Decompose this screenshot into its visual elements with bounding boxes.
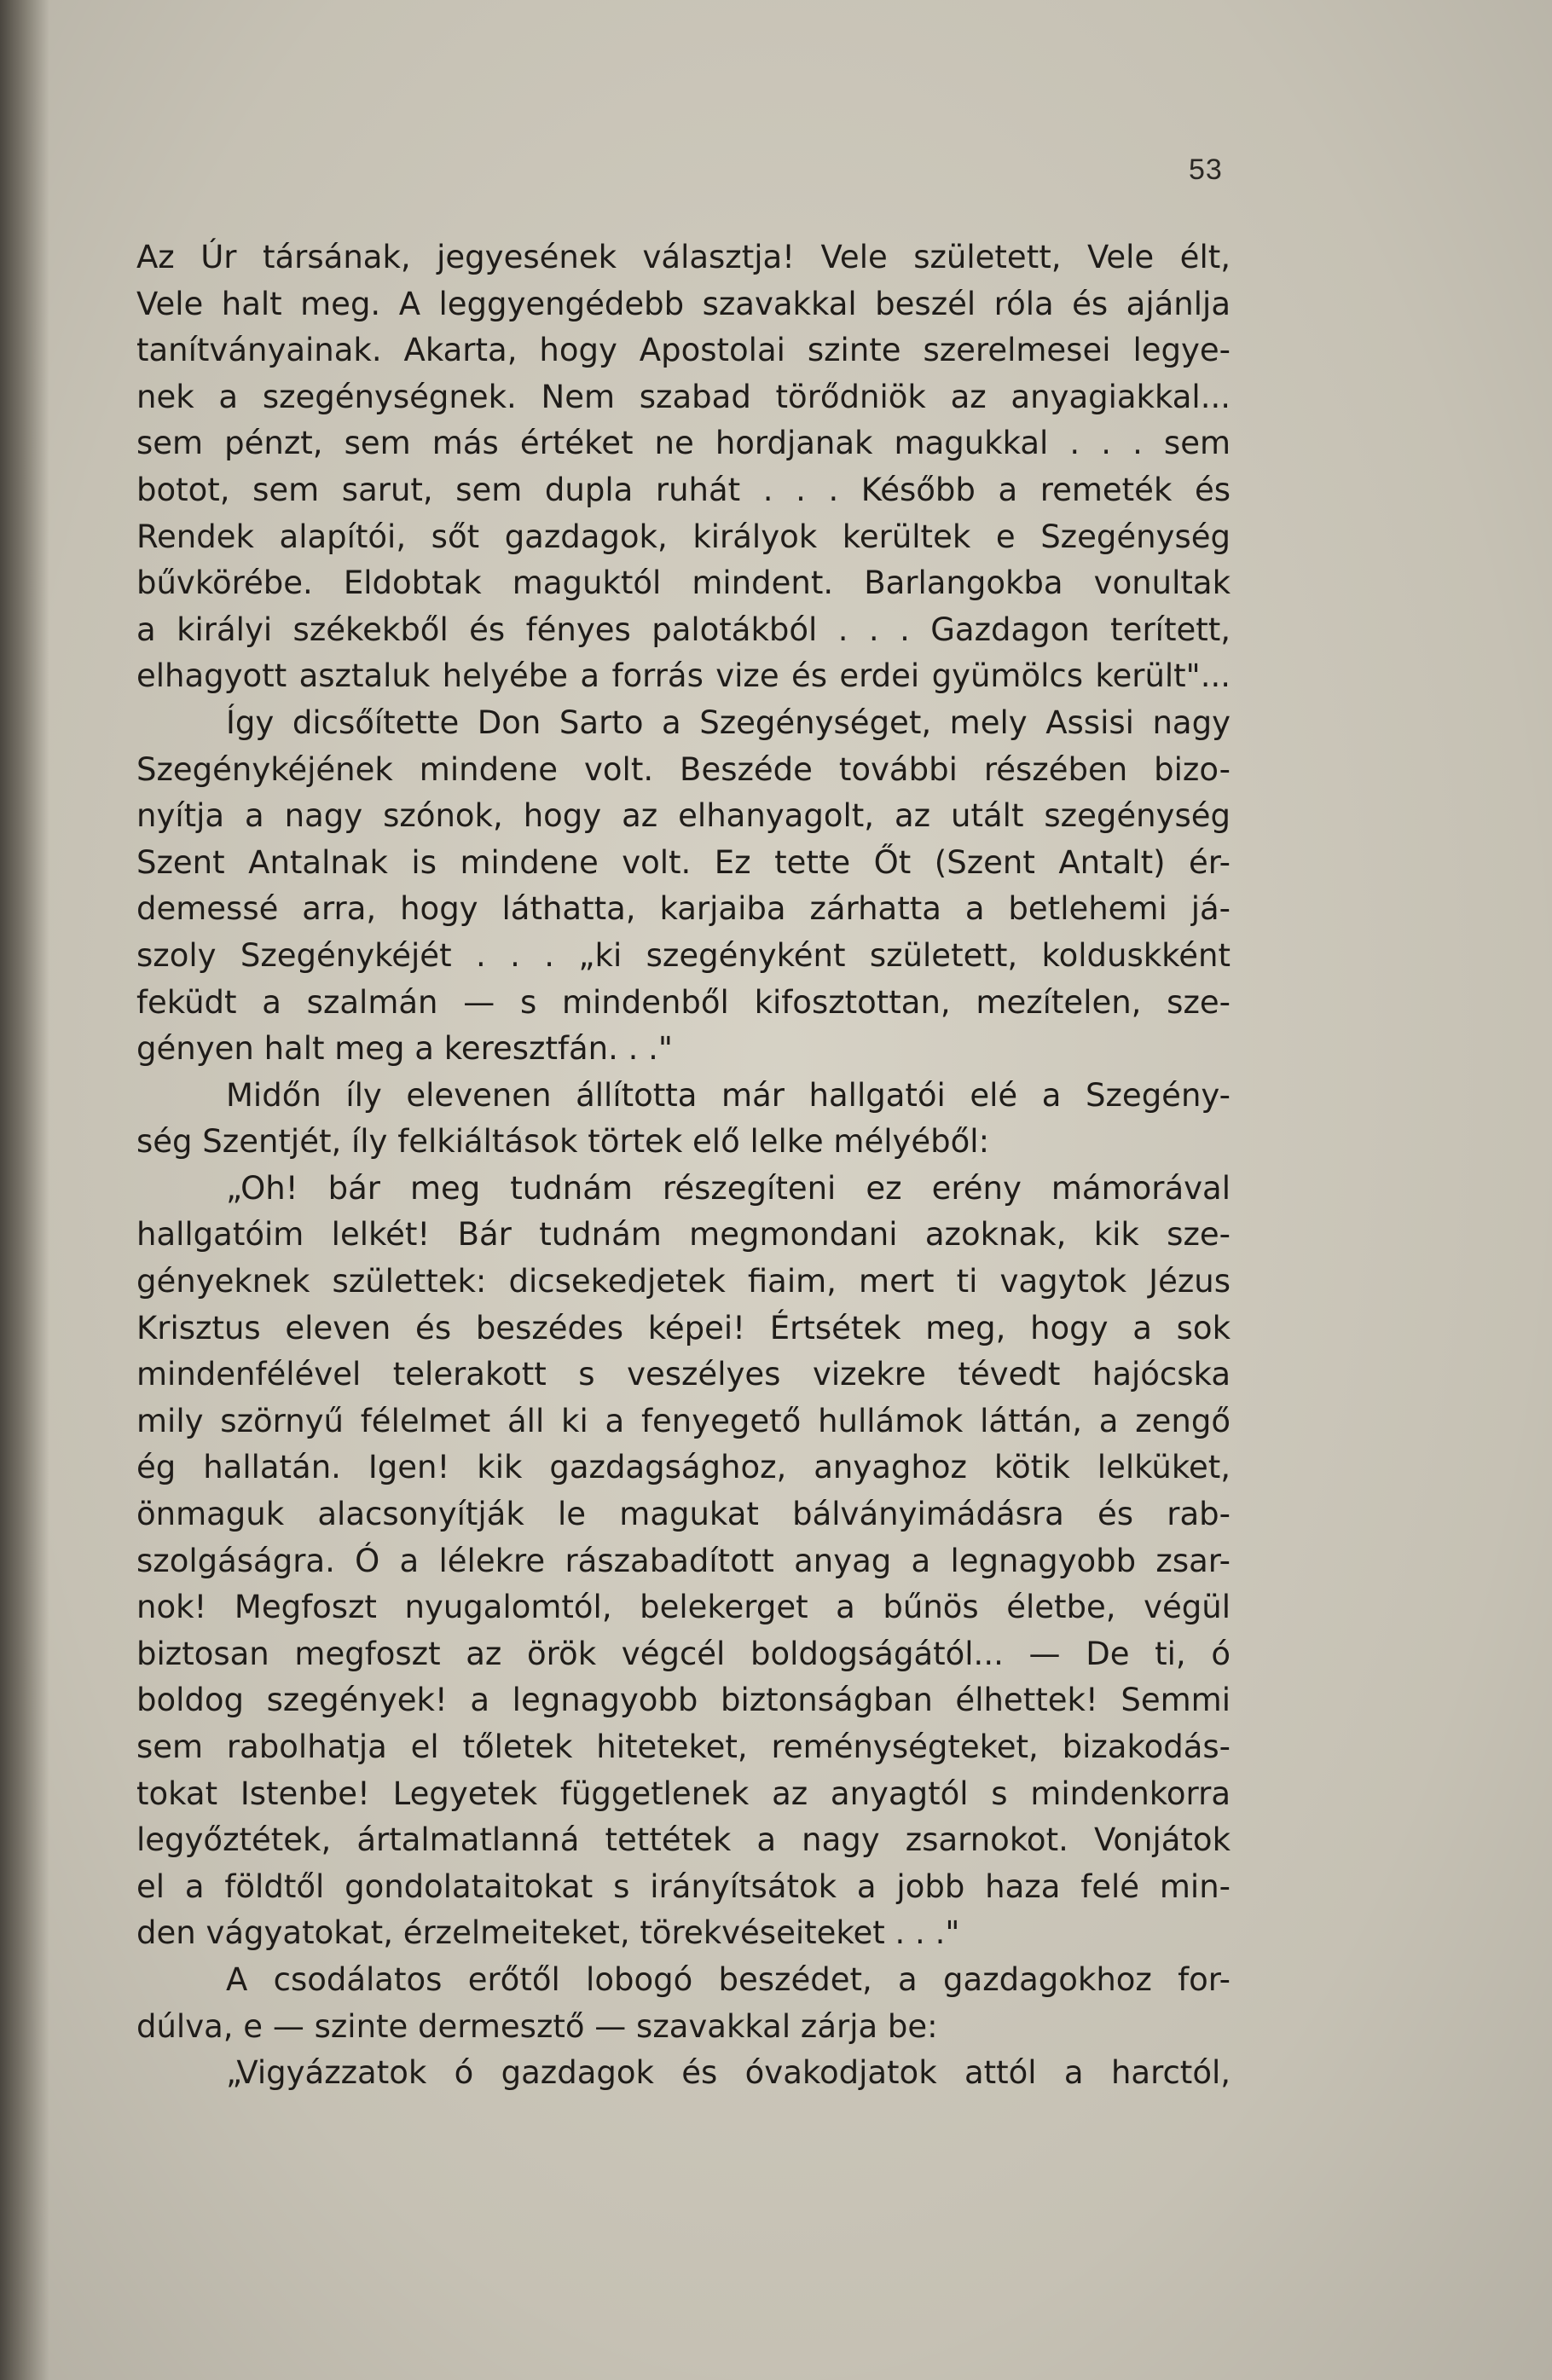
body-text (136, 235, 1231, 2097)
text-line: elhagyott asztaluk helyébe a forrás vize és erdei gyümölcs került"... (136, 657, 1231, 695)
text-line: gényeknek születtek: dicsekedjetek fiaim, mert ti vagytok Jézus (136, 1263, 1231, 1300)
text-line: boldog szegények! a legnagyobb biztonságban élhettek! Semmi (136, 1682, 1231, 1719)
text-line: hallgatóim lelkét! Bár tudnám megmondani azoknak, kik sze- (136, 1216, 1231, 1254)
text-line: mily szörnyű félelmet áll ki a fenyegető hullámok láttán, a zengő (136, 1402, 1231, 1439)
text-line: nyítja a nagy szónok, hogy az elhanyagolt, az utált szegénység (136, 797, 1231, 835)
text-line: „Vigyázzatok ó gazdagok és óvakodjatok attól a harctól, (226, 2054, 1231, 2092)
page-number: 53 (1189, 153, 1223, 186)
text-line: botot, sem sarut, sem dupla ruhát . . . Később a remeték és (136, 471, 1231, 508)
binding-shadow (0, 0, 49, 2380)
text-line: biztosan megfoszt az örök végcél boldogságától... — De ti, ó (136, 1635, 1231, 1672)
text-line: nok! Megfoszt nyugalomtól, belekerget a bűnös életbe, végül (136, 1589, 1231, 1626)
text-line: den vágyatokat, érzelmeiteket, törekvéseiteket . . ." (136, 1914, 960, 1952)
text-line: A csodálatos erőtől lobogó beszédet, a gazdagokhoz for- (226, 1960, 1231, 1998)
text-line: tokat Istenbe! Legyetek függetlenek az anyagtól s mindenkorra (136, 1775, 1231, 1812)
text-line: ség Szentjét, íly felkiáltások törtek elő lelke mélyéből: (136, 1123, 990, 1161)
text-line: Midőn íly elevenen állította már hallgatói elé a Szegény- (226, 1076, 1231, 1114)
text-line: Vele halt meg. A leggyengédebb szavakkal beszél róla és ajánlja (136, 285, 1231, 322)
text-line: ég hallatán. Igen! kik gazdagsághoz, anyaghoz kötik lelküket, (136, 1449, 1231, 1486)
text-line: sem pénzt, sem más értéket ne hordjanak magukkal . . . sem (136, 425, 1231, 462)
text-line: szolgáságra. Ó a lélekre rászabadított anyag a legnagyobb zsar- (136, 1542, 1231, 1579)
text-line: mindenfélével telerakott s veszélyes vizekre tévedt hajócska (136, 1356, 1231, 1393)
text-line: sem rabolhatja el tőletek hiteteket, reménységteket, bizakodás- (136, 1729, 1231, 1765)
text-line: dúlva, e — szinte dermesztő — szavakkal zárja be: (136, 2007, 938, 2045)
text-line: feküdt a szalmán — s mindenből kifosztottan, mezítelen, sze- (136, 983, 1231, 1021)
text-line: legyőztétek, ártalmatlanná tettétek a nagy zsarnokot. Vonjátok (136, 1821, 1231, 1859)
text-line: el a földtől gondolataitokat s irányítsátok a jobb haza felé min- (136, 1868, 1231, 1905)
text-line: a királyi székekből és fényes palotákból . . . Gazdagon terített, (136, 611, 1231, 648)
text-line: tanítványainak. Akarta, hogy Apostolai szinte szerelmesei legye- (136, 332, 1231, 369)
text-line: „Oh! bár meg tudnám részegíteni ez erény mámorával (226, 1169, 1231, 1207)
text-line: Az Úr társának, jegyesének választja! Vele született, Vele élt, (136, 239, 1231, 275)
text-line: bűvkörébe. Eldobtak maguktól mindent. Barlangokba vonultak (136, 565, 1231, 602)
text-line: gényen halt meg a keresztfán. . ." (136, 1030, 673, 1068)
text-line: Szent Antalnak is mindene volt. Ez tette Őt (Szent Antalt) ér- (136, 843, 1231, 881)
text-line: önmaguk alacsonyítják le magukat bálványimádásra és rab- (136, 1496, 1231, 1533)
text-line: Krisztus eleven és beszédes képei! Értsétek meg, hogy a sok (136, 1309, 1231, 1346)
text-line: demessé arra, hogy láthatta, karjaiba zárhatta a betlehemi já- (136, 890, 1231, 928)
text-line: szoly Szegénykéjét . . . „ki szegényként született, kolduskként (136, 936, 1231, 974)
text-line: Így dicsőítette Don Sarto a Szegénységet, mely Assisi nagy (226, 704, 1231, 741)
text-line: Rendek alapítói, sőt gazdagok, királyok kerültek e Szegénység (136, 518, 1231, 555)
text-line: Szegénykéjének mindene volt. Beszéde további részében bizo- (136, 750, 1231, 788)
text-line: nek a szegénységnek. Nem szabad törődniök az anyagiakkal... (136, 378, 1231, 415)
